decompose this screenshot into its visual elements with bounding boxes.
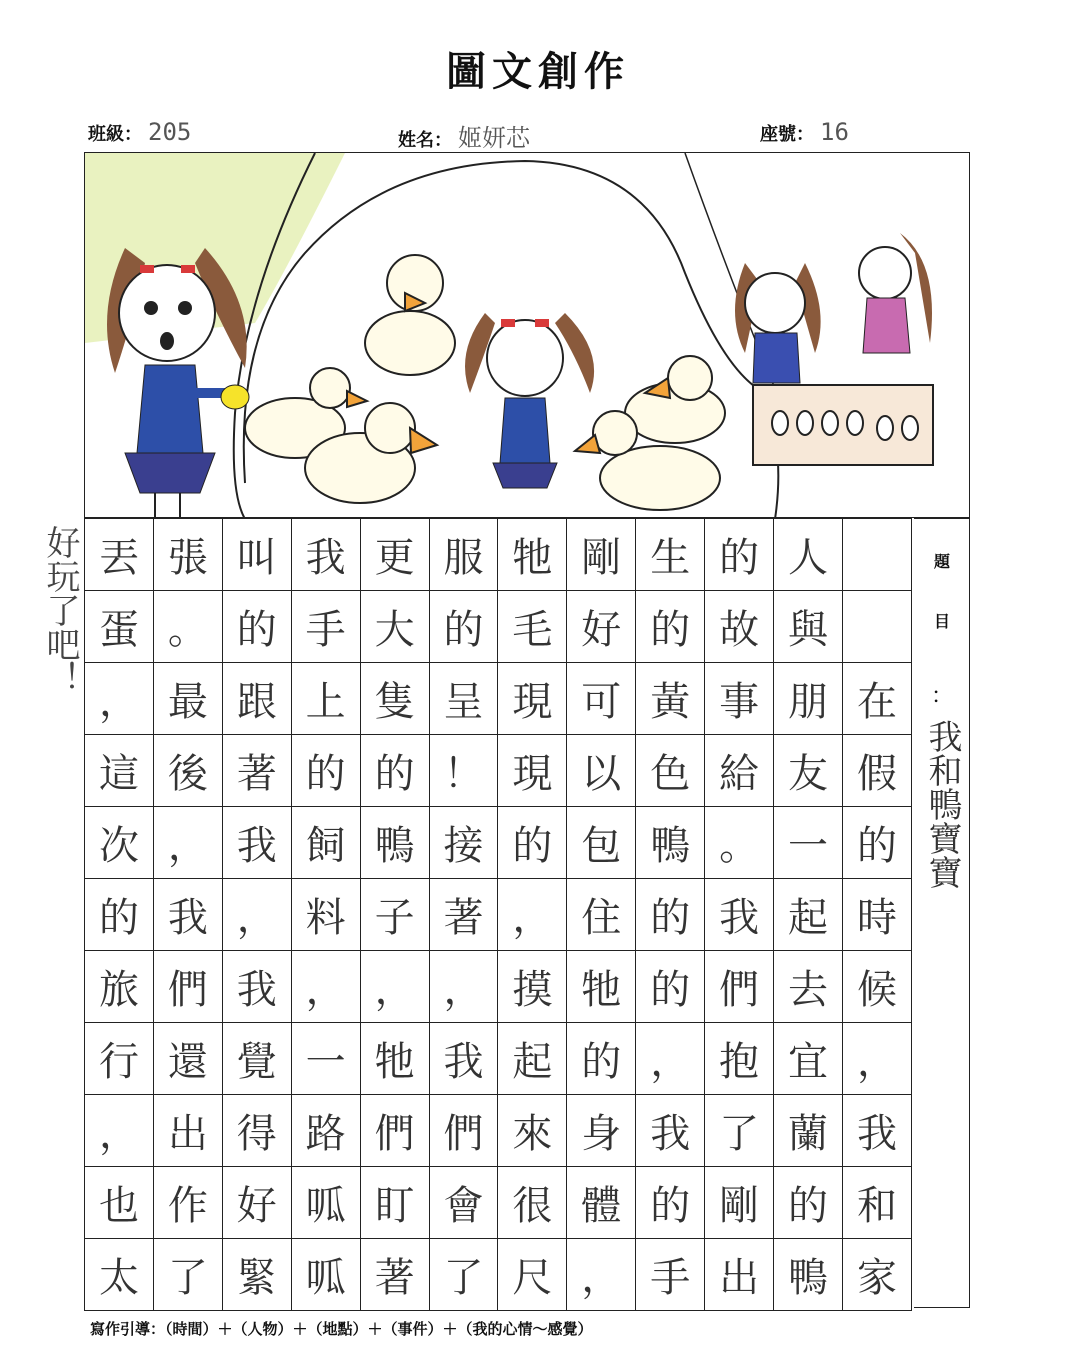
grid-cell: 盯 bbox=[360, 1167, 429, 1239]
name-label: 姓名： bbox=[398, 130, 452, 151]
grid-cell: 牠 bbox=[498, 519, 567, 591]
essay-title-column bbox=[914, 518, 970, 1308]
grid-cell: 鴨 bbox=[360, 807, 429, 879]
grid-cell: 服 bbox=[429, 519, 498, 591]
grid-cell: 身 bbox=[567, 1095, 636, 1167]
grid-cell: 好 bbox=[222, 1167, 291, 1239]
grid-cell: 假 bbox=[842, 735, 911, 807]
grid-cell: ， bbox=[567, 1239, 636, 1311]
grid-cell: 次 bbox=[85, 807, 154, 879]
grid-cell: 我 bbox=[636, 1095, 705, 1167]
grid-cell: 手 bbox=[291, 591, 360, 663]
grid-row bbox=[85, 807, 912, 879]
duck-top bbox=[365, 255, 455, 375]
grid-cell: 出 bbox=[153, 1095, 222, 1167]
grid-cell: 和 bbox=[842, 1167, 911, 1239]
grid-cell: 著 bbox=[429, 879, 498, 951]
grid-cell: 了 bbox=[429, 1239, 498, 1311]
grid-cell: 的 bbox=[636, 951, 705, 1023]
grid-cell: ， bbox=[153, 807, 222, 879]
drawing-panel bbox=[84, 152, 970, 518]
grid-cell: 的 bbox=[222, 591, 291, 663]
grid-cell: 行 bbox=[85, 1023, 154, 1095]
grid-cell: 的 bbox=[636, 879, 705, 951]
grid-cell: 友 bbox=[774, 735, 843, 807]
grid-cell: 朋 bbox=[774, 663, 843, 735]
grid-cell: 們 bbox=[360, 1095, 429, 1167]
grid-cell: 事 bbox=[705, 663, 774, 735]
duck-right bbox=[625, 356, 725, 443]
grid-cell: 的 bbox=[705, 519, 774, 591]
grid-cell bbox=[842, 591, 911, 663]
writing-guide: 寫作引導：（時間）＋（人物）＋（地點）＋（事件）＋（我的心情～感覺） bbox=[90, 1320, 593, 1338]
grid-cell: 住 bbox=[567, 879, 636, 951]
grid-cell: 的 bbox=[291, 735, 360, 807]
grid-cell: 的 bbox=[498, 807, 567, 879]
grid-cell: 鴨 bbox=[636, 807, 705, 879]
grid-cell: 生 bbox=[636, 519, 705, 591]
grid-cell: 著 bbox=[360, 1239, 429, 1311]
grid-cell: 的 bbox=[567, 1023, 636, 1095]
essay-title: 我和鴨寶寶 bbox=[922, 719, 962, 889]
grid-cell: 宜 bbox=[774, 1023, 843, 1095]
grid-cell: ， bbox=[842, 1023, 911, 1095]
drawing-illustration bbox=[85, 153, 970, 518]
grid-cell: 呈 bbox=[429, 663, 498, 735]
grid-cell: 的 bbox=[636, 1167, 705, 1239]
grid-cell: 很 bbox=[498, 1167, 567, 1239]
grid-cell: 太 bbox=[85, 1239, 154, 1311]
grid-cell: 的 bbox=[842, 807, 911, 879]
grid-cell: ！ bbox=[429, 735, 498, 807]
grid-cell: 隻 bbox=[360, 663, 429, 735]
grid-cell: 料 bbox=[291, 879, 360, 951]
grid-row bbox=[85, 519, 912, 591]
grid-cell: 呱 bbox=[291, 1239, 360, 1311]
girl-left-figure bbox=[107, 248, 249, 518]
grid-cell: 作 bbox=[153, 1167, 222, 1239]
grid-cell: 我 bbox=[153, 879, 222, 951]
grid-cell: 尺 bbox=[498, 1239, 567, 1311]
class-label: 班級： bbox=[88, 124, 142, 145]
grid-cell: 。 bbox=[705, 807, 774, 879]
grid-cell: 起 bbox=[498, 1023, 567, 1095]
grid-cell: 好 bbox=[567, 591, 636, 663]
grid-cell: 我 bbox=[291, 519, 360, 591]
grid-cell: 在 bbox=[842, 663, 911, 735]
name-value: 姬妍芯 bbox=[458, 124, 530, 152]
grid-cell: 給 bbox=[705, 735, 774, 807]
grid-cell: 們 bbox=[705, 951, 774, 1023]
writing-grid bbox=[84, 518, 912, 1311]
grid-cell: 來 bbox=[498, 1095, 567, 1167]
class-field bbox=[88, 118, 191, 146]
grid-cell: 也 bbox=[85, 1167, 154, 1239]
grid-cell: 我 bbox=[222, 951, 291, 1023]
grid-cell: 牠 bbox=[360, 1023, 429, 1095]
grid-cell: ， bbox=[636, 1023, 705, 1095]
title-label-2: 目 bbox=[933, 612, 950, 631]
grid-cell: 起 bbox=[774, 879, 843, 951]
grid-cell: 我 bbox=[222, 807, 291, 879]
grid-cell: 的 bbox=[85, 879, 154, 951]
class-value: 205 bbox=[148, 118, 192, 146]
grid-cell: 們 bbox=[153, 951, 222, 1023]
girl-far-right-figure bbox=[859, 233, 932, 353]
grid-cell: 候 bbox=[842, 951, 911, 1023]
grid-cell: 色 bbox=[636, 735, 705, 807]
grid-cell: 。 bbox=[153, 591, 222, 663]
grid-row bbox=[85, 951, 912, 1023]
grid-cell: 跟 bbox=[222, 663, 291, 735]
grid-cell: ， bbox=[85, 1095, 154, 1167]
grid-cell: 摸 bbox=[498, 951, 567, 1023]
grid-cell: ， bbox=[291, 951, 360, 1023]
grid-cell: 我 bbox=[705, 879, 774, 951]
grid-cell: 大 bbox=[360, 591, 429, 663]
grid-cell: 一 bbox=[291, 1023, 360, 1095]
grid-cell: 最 bbox=[153, 663, 222, 735]
grid-cell: 蘭 bbox=[774, 1095, 843, 1167]
grid-cell: 我 bbox=[429, 1023, 498, 1095]
margin-note: 好玩了吧！ bbox=[40, 525, 80, 695]
grid-cell: 們 bbox=[429, 1095, 498, 1167]
seat-label: 座號： bbox=[760, 124, 814, 145]
grid-cell: 著 bbox=[222, 735, 291, 807]
grid-cell bbox=[842, 519, 911, 591]
grid-cell: 抱 bbox=[705, 1023, 774, 1095]
grid-cell: 路 bbox=[291, 1095, 360, 1167]
grid-row bbox=[85, 1023, 912, 1095]
grid-cell: 人 bbox=[774, 519, 843, 591]
name-field bbox=[398, 118, 530, 153]
grid-cell: 了 bbox=[705, 1095, 774, 1167]
grid-cell: 剛 bbox=[567, 519, 636, 591]
grid-row bbox=[85, 663, 912, 735]
grid-cell: 手 bbox=[636, 1239, 705, 1311]
grid-cell: 剛 bbox=[705, 1167, 774, 1239]
grid-cell: 緊 bbox=[222, 1239, 291, 1311]
page-title: 圖文創作 bbox=[446, 49, 630, 95]
grid-cell: 還 bbox=[153, 1023, 222, 1095]
grid-row bbox=[85, 591, 912, 663]
grid-cell: 故 bbox=[705, 591, 774, 663]
grid-cell: 接 bbox=[429, 807, 498, 879]
grid-cell: 一 bbox=[774, 807, 843, 879]
seat-field bbox=[760, 118, 849, 146]
grid-row bbox=[85, 735, 912, 807]
grid-cell: 丟 bbox=[85, 519, 154, 591]
grid-cell: 包 bbox=[567, 807, 636, 879]
grid-cell: 的 bbox=[636, 591, 705, 663]
grid-cell: 可 bbox=[567, 663, 636, 735]
grid-cell: 的 bbox=[774, 1167, 843, 1239]
grid-cell: 以 bbox=[567, 735, 636, 807]
grid-cell: 叫 bbox=[222, 519, 291, 591]
grid-cell: 我 bbox=[842, 1095, 911, 1167]
grid-cell: 子 bbox=[360, 879, 429, 951]
title-colon: ： bbox=[930, 684, 953, 709]
grid-cell: 時 bbox=[842, 879, 911, 951]
grid-cell: 現 bbox=[498, 735, 567, 807]
grid-cell: 黃 bbox=[636, 663, 705, 735]
grid-cell: 蛋 bbox=[85, 591, 154, 663]
grid-cell: 旅 bbox=[85, 951, 154, 1023]
egg-box bbox=[753, 385, 933, 465]
grid-cell: 飼 bbox=[291, 807, 360, 879]
grid-cell: ， bbox=[85, 663, 154, 735]
grid-cell: 家 bbox=[842, 1239, 911, 1311]
grid-cell: 上 bbox=[291, 663, 360, 735]
title-label-1: 題 bbox=[933, 552, 950, 571]
grid-cell: 牠 bbox=[567, 951, 636, 1023]
grid-row bbox=[85, 1239, 912, 1311]
grid-cell: 得 bbox=[222, 1095, 291, 1167]
grid-cell: 鴨 bbox=[774, 1239, 843, 1311]
grid-cell: 覺 bbox=[222, 1023, 291, 1095]
grid-cell: 後 bbox=[153, 735, 222, 807]
grid-cell: 毛 bbox=[498, 591, 567, 663]
grid-cell: 呱 bbox=[291, 1167, 360, 1239]
grid-cell: 會 bbox=[429, 1167, 498, 1239]
seat-value: 16 bbox=[820, 118, 849, 146]
grid-cell: 體 bbox=[567, 1167, 636, 1239]
grid-cell: 出 bbox=[705, 1239, 774, 1311]
girl-center-figure bbox=[465, 313, 594, 488]
grid-cell: ， bbox=[360, 951, 429, 1023]
grid-cell: 更 bbox=[360, 519, 429, 591]
grid-row bbox=[85, 1167, 912, 1239]
grid-row bbox=[85, 879, 912, 951]
grid-cell: 張 bbox=[153, 519, 222, 591]
grid-cell: ， bbox=[222, 879, 291, 951]
grid-cell: 的 bbox=[429, 591, 498, 663]
grid-cell: 的 bbox=[360, 735, 429, 807]
grid-cell: 現 bbox=[498, 663, 567, 735]
grid-cell: 去 bbox=[774, 951, 843, 1023]
grid-cell: 與 bbox=[774, 591, 843, 663]
grid-cell: ， bbox=[498, 879, 567, 951]
grid-cell: ， bbox=[429, 951, 498, 1023]
grid-cell: 了 bbox=[153, 1239, 222, 1311]
grid-row bbox=[85, 1095, 912, 1167]
girl-right-figure bbox=[735, 263, 821, 383]
grid-cell: 這 bbox=[85, 735, 154, 807]
